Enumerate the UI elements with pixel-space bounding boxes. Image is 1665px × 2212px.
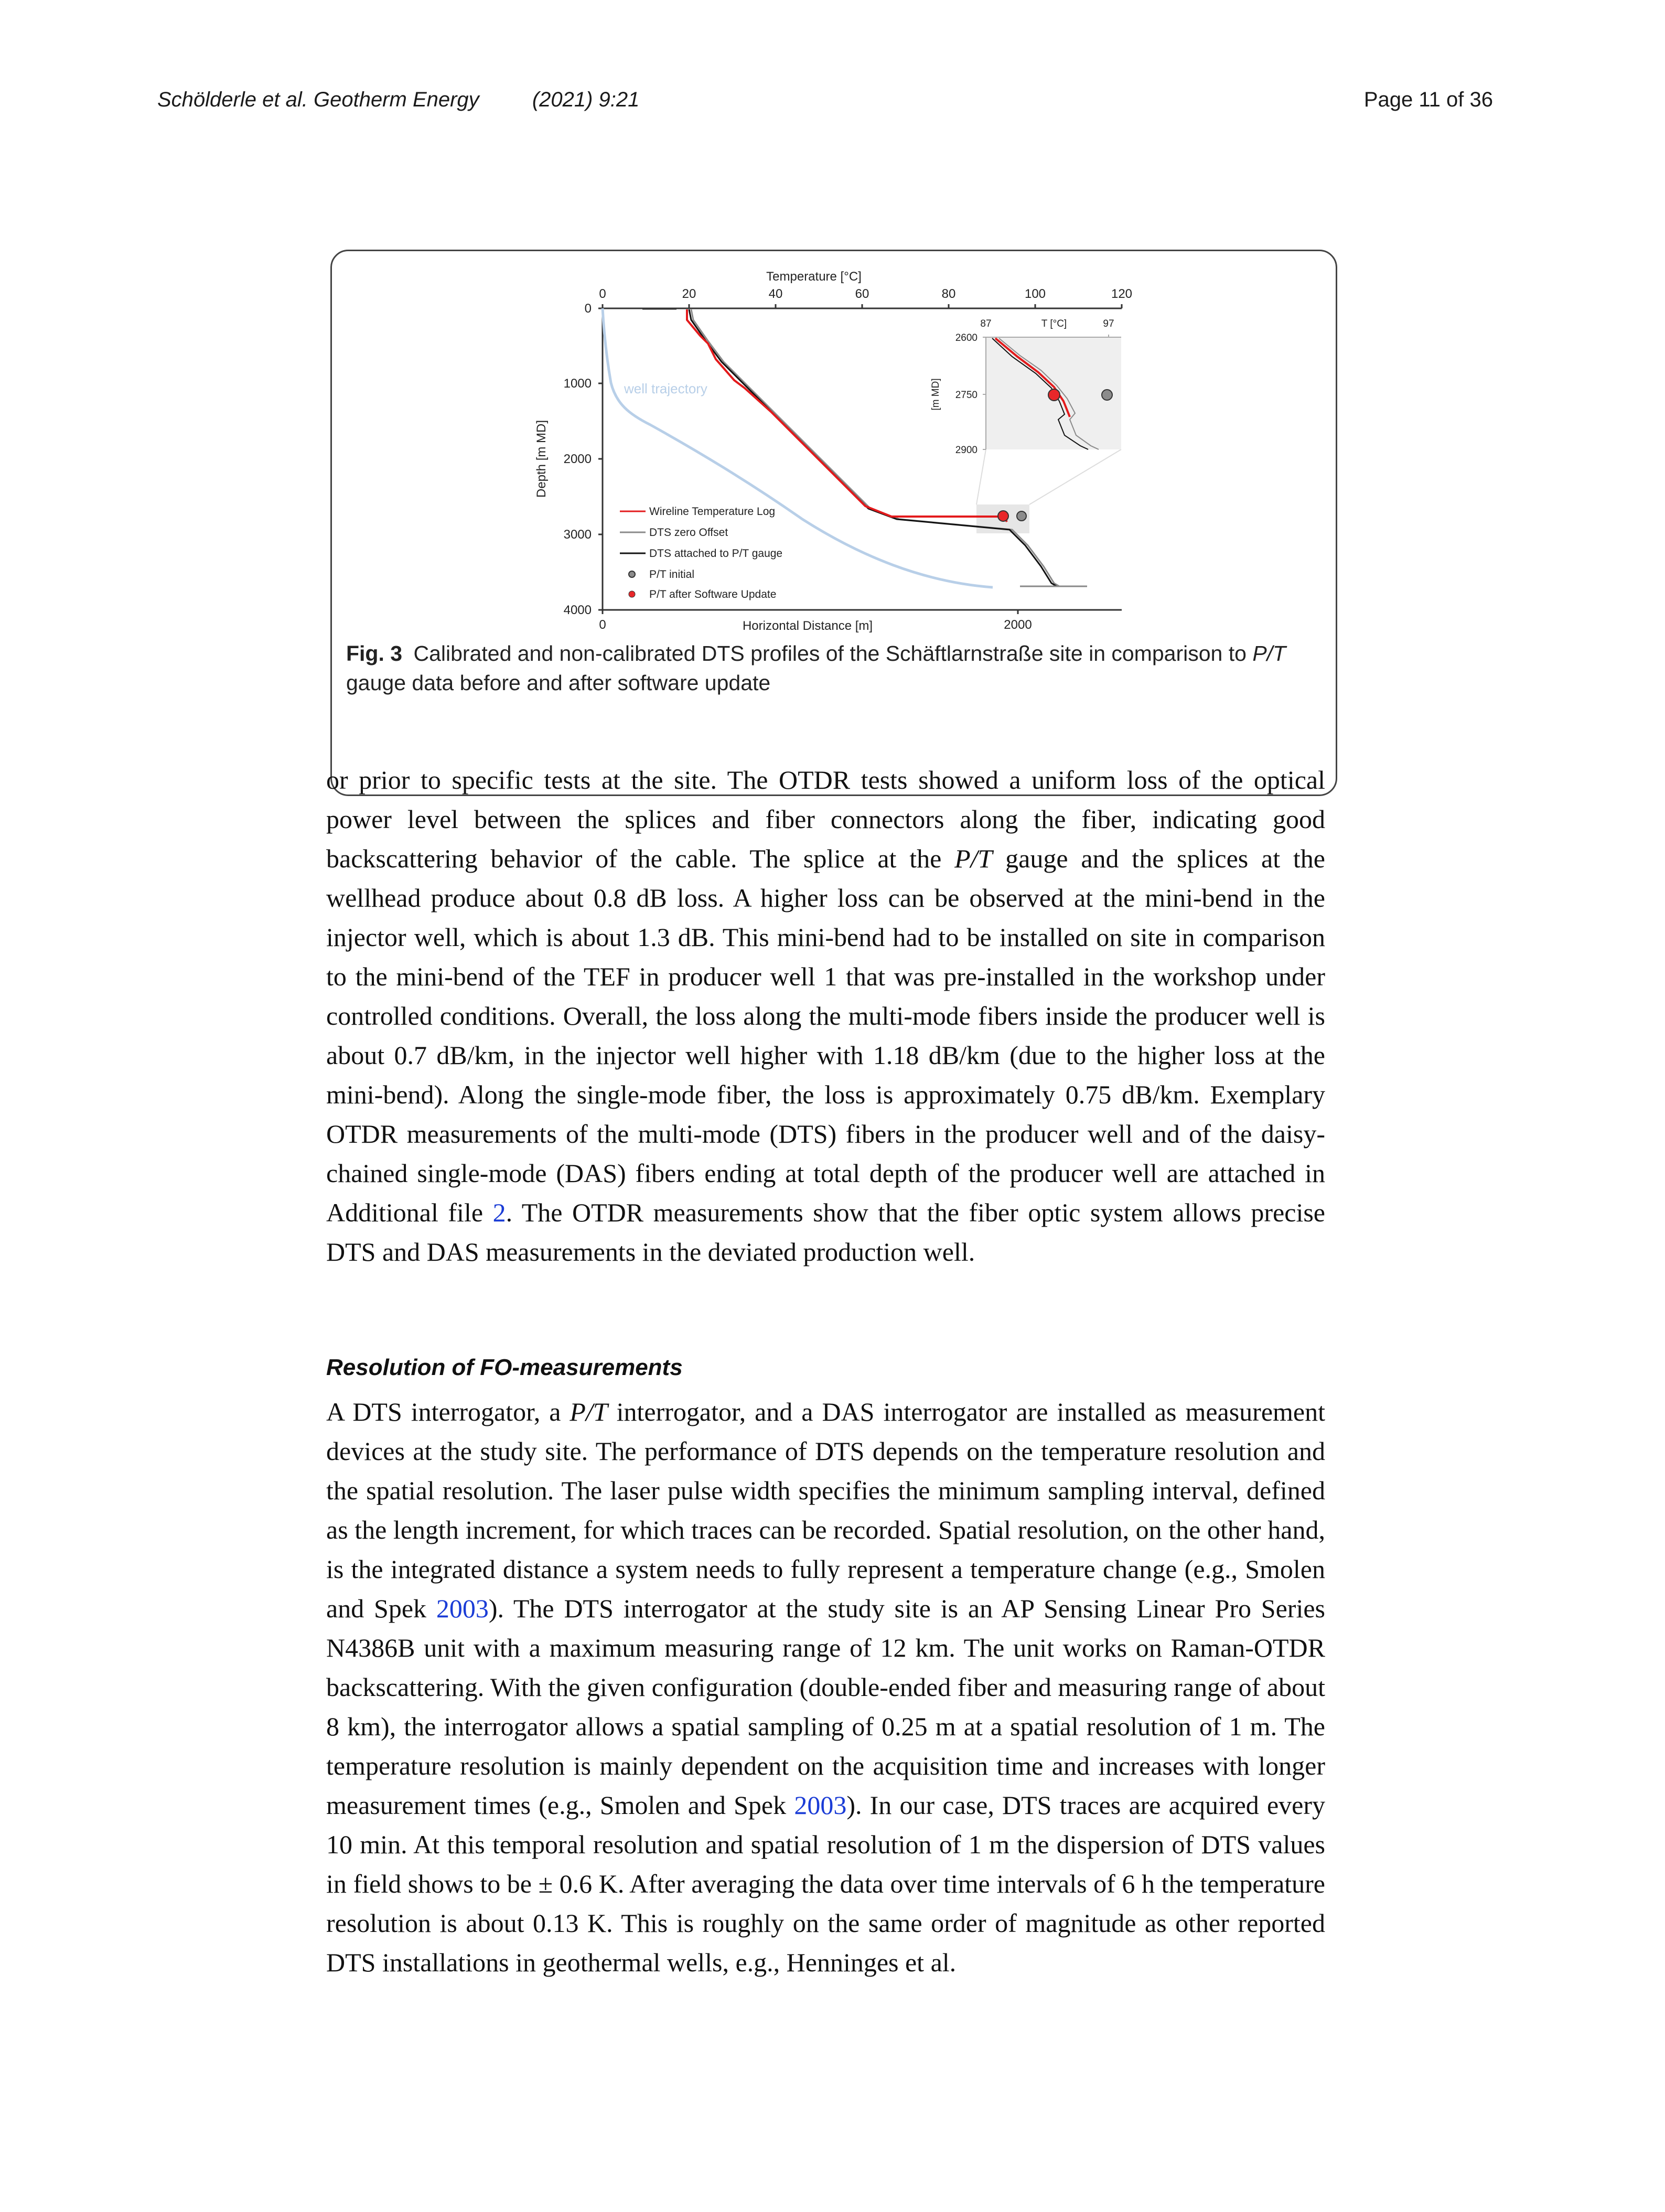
header-volume: (2021) 9:21 [532, 88, 640, 111]
figure-caption: Fig. 3 Calibrated and non-calibrated DTS profiles of the Schäftlarnstraße site in comparison to P/T gauge data before and after software update [346, 641, 1286, 695]
legend-pt-initial: P/T initial [649, 568, 694, 581]
depth-axis-label: Depth [m MD] [534, 420, 549, 498]
header-authors: Schölderle [157, 88, 257, 111]
header-journal: et al. Geotherm Energy [262, 88, 479, 111]
svg-text:20: 20 [682, 287, 696, 301]
paragraph-resolution: A DTS interrogator, a P/T interrogator, and a DAS interrogator are installed as measurement devices at the study site. The performance of DTS depends on the temperature resolution and the spatial resolution. The laser pulse width specifies the minimum sampling interval, defined as the length increment, for which traces can be recorded. Spatial resolution, on the other hand, is the integrated distance a system needs to fully represent a temperature change (e.g., Smolen and Spek 2003). The DTS interrogator at the study site is an AP Sensing Linear Pro Series N4386B unit with a maximum measuring range of 12 km. The unit works on Raman-OTDR backscattering. With the given configuration (double-ended fiber and measuring range of about 8 km), the interrogator allows a spatial sampling of 0.25 m at a spatial resolution of 1 m. The temperature resolution is mainly dependent on the acquisition time and increases with longer measurement times (e.g., Smolen and Spek 2003). In our case, DTS traces are acquired every 10 min. At this temporal resolution and spatial resolution of 1 m the dispersion of DTS values in field shows to be ± 0.6 K. After averaging the data over time intervals of 6 h the temperature resolution is about 0.13 K. This is roughly on the same order of magnitude as other reported DTS installations in geothermal wells, e.g., Henninges et al. [326, 1397, 1325, 1977]
well-trajectory-line [603, 308, 993, 587]
svg-text:2000: 2000 [1004, 618, 1032, 632]
section-heading: Resolution of FO-measurements [326, 1355, 683, 1380]
bottom-axis-label: Horizontal Distance [m] [742, 619, 873, 633]
svg-text:4000: 4000 [563, 603, 592, 617]
figure-label: Fig. 3 [346, 641, 403, 665]
svg-text:2000: 2000 [563, 452, 592, 466]
chart-legend [620, 506, 782, 600]
svg-text:80: 80 [941, 287, 956, 301]
svg-text:87: 87 [980, 318, 992, 329]
svg-text:0: 0 [599, 618, 606, 632]
svg-text:0: 0 [584, 302, 592, 316]
legend-dts-attached: DTS attached to P/T gauge [649, 547, 783, 560]
legend-wireline: Wireline Temperature Log [649, 506, 776, 518]
svg-text:0: 0 [599, 287, 606, 301]
svg-text:97: 97 [1103, 318, 1114, 329]
citation-link-smolen-1[interactable]: 2003 [436, 1594, 489, 1623]
top-tick-labels [599, 287, 1132, 301]
svg-text:2600: 2600 [955, 332, 977, 343]
top-axis-label: Temperature [°C] [766, 270, 862, 284]
additional-file-link[interactable]: 2 [492, 1198, 506, 1227]
svg-text:2900: 2900 [955, 445, 977, 456]
legend-pt-after: P/T after Software Update [649, 588, 777, 600]
svg-text:1000: 1000 [563, 377, 592, 391]
pt-after-update-point [998, 511, 1008, 521]
svg-text:100: 100 [1024, 287, 1046, 301]
pt-initial-point [1017, 511, 1026, 521]
svg-text:60: 60 [855, 287, 869, 301]
svg-text:120: 120 [1111, 287, 1133, 301]
svg-text:2750: 2750 [955, 390, 977, 401]
legend-dts-zero: DTS zero Offset [649, 527, 728, 539]
depth-tick-labels [564, 302, 592, 617]
inset-xlabel: T [°C] [1041, 318, 1067, 329]
inset-ylabel: [m MD] [930, 378, 941, 411]
paragraph-otdr: or prior to specific tests at the site. The OTDR tests showed a uniform loss of the optical power level between the splices and fiber connectors along the fiber, indicating good backscattering behavior of the cable. The splice at the P/T gauge and the splices at the wellhead produce about 0.8 dB loss. A higher loss can be observed at the mini-bend in the injector well, which is about 1.3 dB. This mini-bend had to be installed on site in comparison to the mini-bend of the TEF in producer well 1 that was pre-installed in the workshop under controlled conditions. Overall, the loss along the multi-mode fibers inside the producer well is about 0.7 dB/km, in the injector well higher with 1.18 dB/km (due to the higher loss at the mini-bend). Along the single-mode fiber, the loss is approximately 0.75 dB/km. Exemplary OTDR measurements of the multi-mode (DTS) fibers in the producer well and of the daisy-chained single-mode (DAS) fibers ending at total depth of the producer well are attached in Additional file 2. The OTDR measurements show that the fiber optic system allows precise DTS and DAS measurements in the deviated production well. [326, 765, 1326, 1266]
inset-plot [930, 318, 1121, 456]
page-number: Page 11 of 36 [1363, 88, 1493, 111]
svg-text:3000: 3000 [563, 528, 592, 542]
well-trajectory-label: well trajectory [624, 381, 707, 396]
svg-text:40: 40 [768, 287, 783, 301]
citation-link-smolen-2[interactable]: 2003 [794, 1790, 847, 1820]
